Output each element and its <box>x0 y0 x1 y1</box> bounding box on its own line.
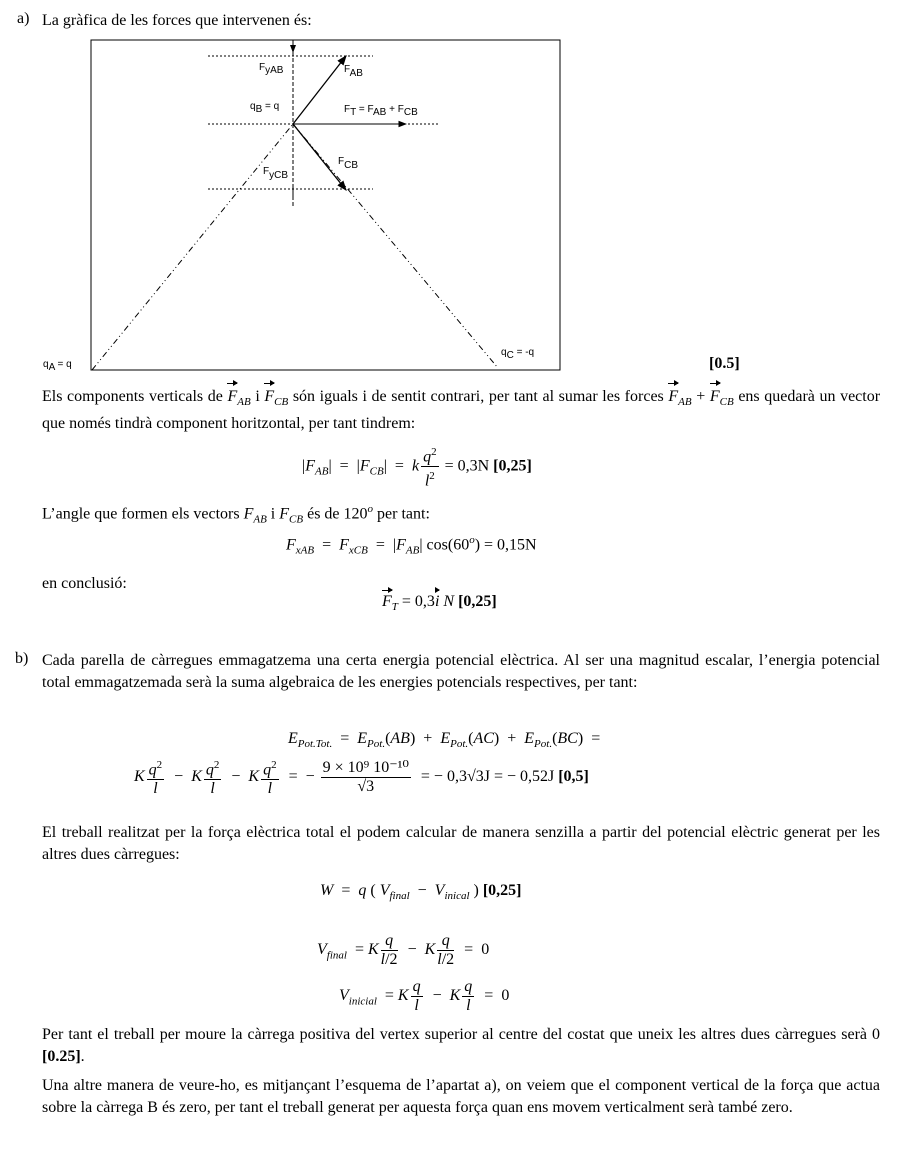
label-FyAB: FyAB <box>259 62 284 76</box>
part-b-para1: Cada parella de càrregues emmagatzema una certa energia potencial elèctrica. Al ser una magnitud escalar, l’energia potencial total emmagatzemada serà la suma algebraica de les energies potencials respectives, per tant: <box>42 652 880 691</box>
label-FCB: FCB <box>338 156 359 171</box>
force-diagram <box>40 38 570 373</box>
equation-energy-line2: K $\frac{q^2}{l}$ − K $\frac{q^2}{l}$ − K $\frac{q^2}{l}$ = − $\frac{\text{9 × 10⁹ 10⁻¹⁰}}{√3}$ = − 0,3√3J = − 0,52J [0,5] <box>134 756 589 798</box>
figure-frame <box>91 40 560 370</box>
label-qA: qA = q <box>43 359 72 373</box>
label-qB: qB = q <box>250 101 280 115</box>
equation-energy-line1: $E_{Pot.Tot.} = E_{Pot.}(AB) + E_{Pot.}(AC) + E_{Pot.}(BC)$ = <box>288 730 601 751</box>
side-BC <box>293 124 498 368</box>
part-a-marker: a) <box>17 10 30 27</box>
side-AB <box>92 124 293 370</box>
label-FAB: FAB <box>344 64 363 79</box>
equation-force-magnitude: $|F_{AB}| = |F_{CB}| = k$ $\frac{q^2}{l^2}$ = 0,3N [0,25] <box>302 443 532 491</box>
score-figure: [0.5] <box>709 355 740 372</box>
part-b-marker: b) <box>15 650 29 667</box>
equation-x-components: $F_{xAB} = F_{xCB} = |F_{AB}|$ $\cos(60^o) = 0,15N$ <box>286 534 537 557</box>
equation-work: W = q ( $V_{final} - V_{inical}$ ) [0,25] <box>320 882 522 903</box>
equation-v-final: $V_{final} = K$ $\frac{q}{l/2}$ − K $\frac{q}{l/2}$ = 0 <box>317 932 490 968</box>
part-a-para3: en conclusió: <box>42 575 127 592</box>
arrow-FAB <box>293 56 346 124</box>
equation-v-inicial: $V_{inicial} = K$ $\frac{q}{l}$ − K $\frac{q}{l}$ = 0 <box>339 978 510 1014</box>
equation-total-force: $F_T = 0,3i$ N [0,25] <box>382 593 497 614</box>
part-b-para3: Per tant el treball per moure la càrrega positiva del vertex superior al centre del costat que uneix les altres dues càrregues serà 0 [0.25]. <box>42 1026 880 1065</box>
part-a-para2: L’angle que formen els vectors $F_{AB}$ i $F_{CB}$ és de 120$^o$ per tant: <box>42 503 430 526</box>
part-b-para4: Una altre manera de veure-ho, es mitjançant l’esquema de l’apartat a), on veiem que el component vertical de la força que actua sobre la càrrega B és zero, per tant el treball generat per aquesta força quan ens movem verticalment serà també zero. <box>42 1077 880 1116</box>
label-FT: FT = FAB + FCB <box>344 104 418 118</box>
part-b-para2: El treball realitzat per la força elèctrica total el podem calcular de manera senzilla a partir del potencial elèctric generat per les altres dues càrregues: <box>42 824 880 863</box>
label-FyCB: FyCB <box>263 166 289 181</box>
part-a-para1: Els components verticals de $F_{AB}$ i $F_{CB}$ són iguals i de sentit contrari, per tant al sumar les forces $F_{AB} + F_{CB}$ ens quedarà un vector que només tindrà component horitzontal, per tant tindrem: <box>42 388 881 433</box>
part-a-intro: La gràfica de les forces que intervenen és: <box>42 12 312 29</box>
label-qC: qC = -q <box>501 347 535 361</box>
